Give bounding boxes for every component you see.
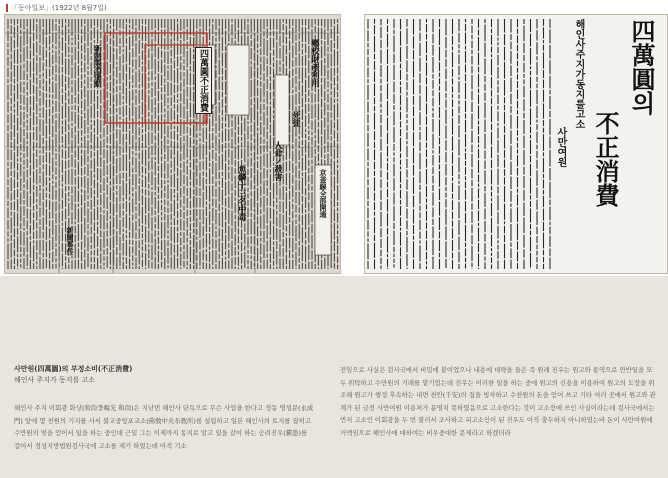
article-zoom-title-2: 不正消費 <box>591 111 620 207</box>
headline-fish: 魚鱗十三名中毒 <box>238 165 247 221</box>
caption-text: 「동아일보」(1922년 8월7일) <box>11 4 107 12</box>
article-zoom-scan <box>364 14 668 274</box>
article-title: 사만원(四萬圓)의 부정소비(不正消費) <box>14 365 133 373</box>
article-body-left <box>14 402 314 452</box>
newspaper-page-drawing <box>5 15 340 273</box>
image-caption <box>6 3 107 13</box>
headline-seoul-office: 鄕校財產利用 <box>311 39 320 87</box>
article-paragraph-left: 해인사 주지 이회광 화상(和尙李晦光 和尙)은 지난번 해인사 단독으로 무슨 사업을 한다고 정동 영성문(永成門) 앞에 몇 천원의 기지를 사서 불교중앙포교소(佛敎中央布敎所)를 설립하고 일본 해인사의 토지를 잡히고 수만원의 빚을 얻어서 일을 하는 중인데 근일 그는 이제까지 동지로 알고 일을 같이 하는 승려진우(鎭愚)를 걸어서 경성지방법원검사국에 고소를 제기 하였는데 아직 기소 <box>14 404 314 450</box>
headline-box-death <box>275 75 289 145</box>
article-transcription-panel <box>0 276 668 478</box>
headline-new-affair: 新聞事件 <box>66 227 74 255</box>
article-body-right <box>340 364 658 440</box>
article-zoom-title: 四萬圓의 <box>627 19 656 115</box>
newspaper-page-scan <box>4 14 341 274</box>
article-zoom-subtitle-2: 사만여원 <box>555 127 566 167</box>
caption-marker <box>6 4 8 12</box>
headline-death: 死徒 <box>292 111 301 127</box>
article-paragraph-right: 전임으로 사실은 검사국에서 비밀에 붙이었으나 내용에 대략을 들은 즉 원래 진우는 원고와 통역으로 만반일을 모두 위탁하고 수만원의 거래를 맡기었는데 진우는 이러한 일을 하는 중에 원고의 신용을 이용하여 원고의 도장을 위조해 원고가 행정 후속하는 내면 천안(千安)의 집을 빙자하고 수천원의 돈을 얻어 쓰고 기타 여러 곳에서 원고와 관계가 된 금전 사만여원 이용처가 분명치 못하였음으로 고소한다는 것이 고소장에 쓰인 사실이라는데 검사국에서는 먼저 고소인 이회광을 두 번 불러서 조사하고 피고소인이 된 진우도 아직 출두하지 아니하였는바 돈이 사만여원에 거액임으로 해인사에 대하여는 비우중대한 문제라고 하겠더라 <box>340 366 656 437</box>
headline-new-tech: 新制製造運動 <box>94 45 102 87</box>
headline-life: 人命ノ殺害 <box>274 141 283 181</box>
article-zoom-subtitle: 해인사주지가동지를고소 <box>573 19 584 129</box>
article-subtitle: 해인사 주지가 동지를 고소 <box>14 376 96 384</box>
article-zoom-drawing <box>365 15 667 273</box>
headline-kyungbu: 京釜線全部開通 <box>319 169 327 218</box>
headline-four-million: 四萬圓不正消費 <box>195 47 212 114</box>
headline-box-oldstyle <box>227 45 249 115</box>
